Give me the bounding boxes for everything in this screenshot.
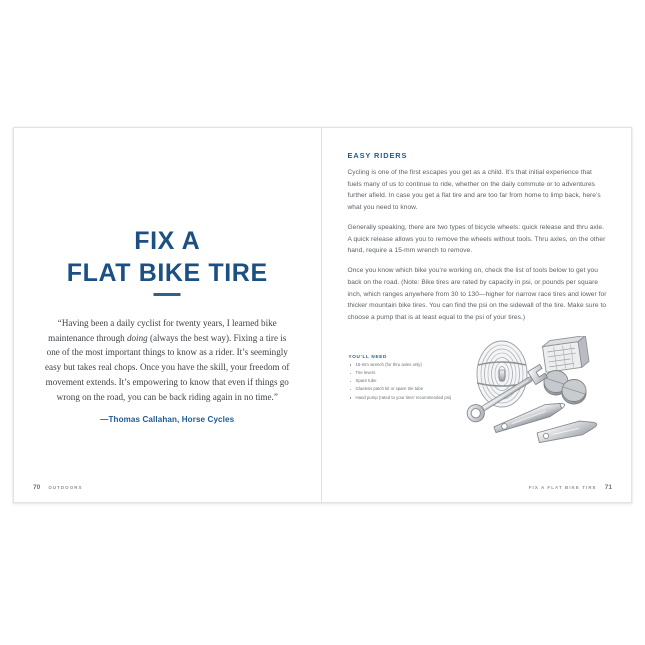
pull-quote-emphasis: doing: [126, 332, 148, 343]
left-page-section-label: OUTDOORS: [48, 485, 83, 490]
right-page: [322, 128, 632, 502]
chapter-title-line-1: FIX A: [134, 227, 201, 255]
list-item: Hand pump (rated to your tires’ recommended psi): [349, 395, 457, 402]
section-kicker: EASY RIDERS: [347, 151, 408, 160]
left-page-footer: [33, 484, 83, 491]
chapter-title-line-2: FLAT BIKE TIRE: [66, 258, 268, 287]
body-paragraph-2: Generally speaking, there are two types of bicycle wheels: quick release and thru axle. A quick release allows you to remove the wheels without tools. Thru axles, on the other hand, require a 15-mm wrench to remove.: [347, 223, 606, 255]
youll-need-list: [349, 362, 457, 402]
body-paragraph-1: Cycling is one of the first escapes you get as a child. It’s that initial experience that fuels many of us to continue to ride, whether on the daily commute or to adventures further afield. In case you get a flat tire and are too far from home to limp back, here’s what you need to know.: [347, 169, 601, 212]
list-item: Glueless patch kit or spare tire tube: [349, 386, 457, 393]
right-page-section-label: FIX A FLAT BIKE TIRE: [528, 485, 597, 490]
pull-quote-part-2: (always the best way). Fixing a tire is one of the most important things to know as a rider. It’s seemingly easy but takes real chops. Once you have the skill, your freedom of movement extends. It’s empowering to know that even if things go wrong on the road, you can be back riding again in no time.”: [45, 332, 290, 402]
list-item: 15-mm wrench (for thru axles only): [349, 362, 457, 369]
body-paragraph-3: Once you know which bike you’re working on, check the list of tools below to get you back on the road. (Note: Bike tires are rated by capacity in psi, or pounds per square inch, which ranges anywhere from 30 to 130—higher for narrow race tires and lower for thicker mountain bike tires. You can find the psi on the sidewall of the tire. Make sure to choose a pump that is at least equal to the psi of your tires.): [347, 267, 607, 322]
list-item: Spare tube: [349, 378, 457, 385]
quote-attribution: —Thomas Callahan, Horse Cycles: [100, 415, 235, 425]
title-divider-rule: [154, 293, 181, 296]
book-spread: [13, 127, 632, 503]
right-page-number: 71: [604, 484, 612, 491]
youll-need-title: YOU’LL NEED: [348, 354, 387, 359]
bike-tools-illustration: [454, 336, 614, 476]
right-page-footer: [529, 484, 612, 491]
list-item: Tire levers: [349, 370, 457, 377]
pull-quote: [41, 316, 294, 426]
left-page: [14, 128, 322, 502]
pull-quote-part-1: “Having been a daily cyclist for twenty years, I learned bike maintenance through: [48, 318, 277, 343]
left-page-number: 70: [33, 484, 41, 491]
body-copy: [348, 167, 608, 324]
youll-need-block: [349, 354, 457, 403]
tire-lever-secondary-icon: [536, 417, 598, 444]
chapter-title: [14, 226, 321, 289]
patch-kit-icon: [541, 336, 589, 404]
